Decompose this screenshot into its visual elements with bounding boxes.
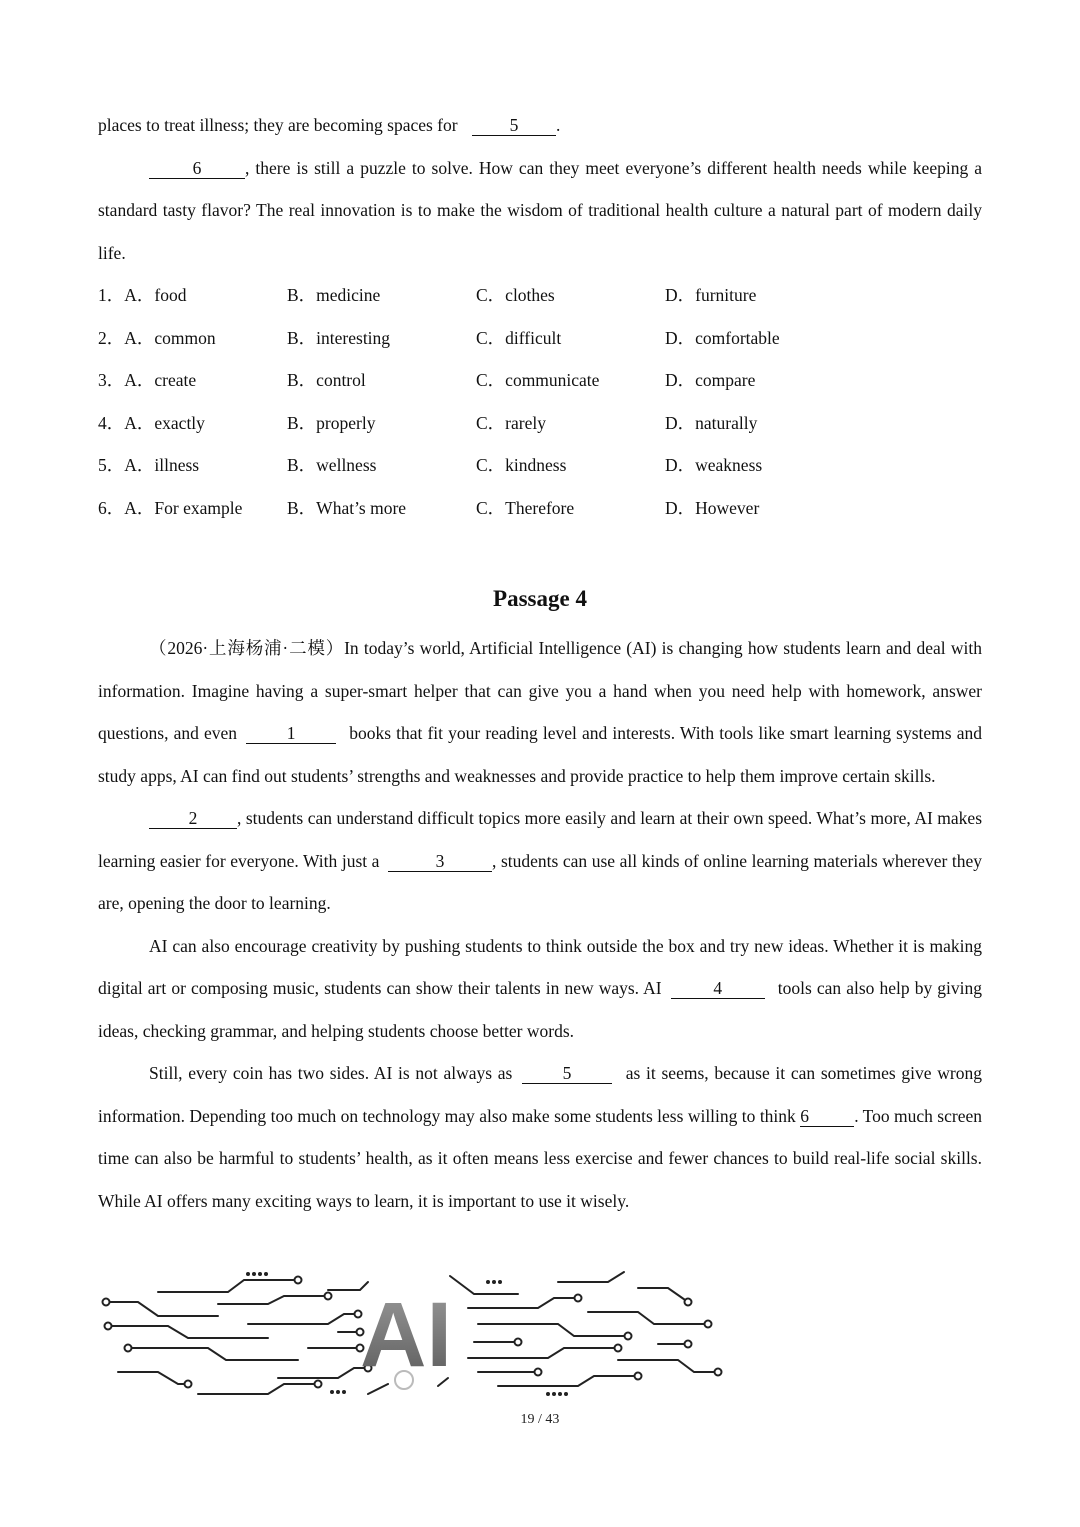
answer-blank-6: 6 <box>149 158 245 179</box>
paragraph-text: places to treat illness; they are becoming spaces for <box>98 115 462 135</box>
option-text: B．properly <box>287 412 376 433</box>
paragraph-text: as it seems, because it can sometimes give wrong information. Depending too much on technology may also make some students less willing to think <box>98 1063 982 1126</box>
passage-4-paragraph-1 <box>98 627 982 797</box>
question-number: 5． <box>98 455 125 475</box>
answer-blank-3: 3 <box>388 851 492 872</box>
option-a <box>98 359 287 402</box>
option-a <box>98 487 287 530</box>
option-text: D．However <box>665 497 760 518</box>
option-text: B．interesting <box>287 327 391 348</box>
option-row <box>98 402 982 445</box>
question-number: 4． <box>98 412 125 433</box>
option-row <box>98 274 982 317</box>
answer-blank-5: 5 <box>522 1063 612 1084</box>
answer-blank-1: 1 <box>246 723 336 744</box>
page-number: 19 / 43 <box>520 1412 560 1427</box>
answer-blank-5: 5 <box>472 115 556 136</box>
option-d <box>665 274 865 317</box>
option-text: A．create <box>124 370 197 390</box>
paragraph-text: AI can also encourage creativity by pushing students to think outside the box and try new ideas. Whether it is making digital art or composing music, students can show their talents in new ways. AI <box>98 935 982 998</box>
option-text: C．rarely <box>476 412 546 433</box>
option-text: A．exactly <box>124 412 205 433</box>
source-label: （2026·上海杨浦·二模） <box>149 638 345 658</box>
paragraph-text: . <box>555 115 561 135</box>
option-a <box>98 402 287 445</box>
paragraph-text: In today’s world, Artificial Intelligence (AI) is changing how students learn and deal with information. Imagine having a super-smart helper that can give you a hand when you need help with homework, answer questions, and even <box>98 638 983 743</box>
option-b <box>287 359 476 402</box>
option-d <box>665 317 865 360</box>
paragraph-text: Still, every coin has two sides. AI is not always as <box>149 1063 519 1083</box>
option-text: C．communicate <box>476 370 600 390</box>
option-text: D．naturally <box>665 412 758 433</box>
option-text: D．compare <box>665 370 756 390</box>
paragraph-text: , students can understand difficult topics more easily and learn at their own speed. What’s more, AI makes learning easier for everyone. With just a <box>98 808 982 871</box>
option-c <box>476 359 665 402</box>
paragraph-tail <box>98 104 982 147</box>
option-c <box>476 402 665 445</box>
passage-4-paragraph-3 <box>98 925 982 1053</box>
option-text: A．illness <box>124 455 200 475</box>
option-row <box>98 359 982 402</box>
answer-blank-4: 4 <box>671 978 765 999</box>
option-text: A．For example <box>124 497 243 518</box>
option-c <box>476 274 665 317</box>
paragraph-however <box>98 147 982 275</box>
option-d <box>665 402 865 445</box>
options-list <box>98 274 982 529</box>
passage-4-paragraph-4 <box>98 1052 982 1222</box>
option-c <box>476 444 665 487</box>
option-text: B．What’s more <box>287 497 407 518</box>
previous-passage <box>98 104 982 529</box>
passage-title: Passage 4 <box>493 586 587 611</box>
paragraph-text: books that fit your reading level and interests. With tools like smart learning systems and study apps, AI can find out students’ strengths and weaknesses and provide practice to help them improve certain skills. <box>98 723 982 786</box>
option-b <box>287 274 476 317</box>
paragraph-text: . Too much screen time can also be harmful to students’ health, as it often means less exercise and fewer chances to build real-life social skills. While AI offers many exciting ways to learn, it is important to use it wisely. <box>98 1105 982 1211</box>
option-d <box>665 359 865 402</box>
option-b <box>287 444 476 487</box>
paragraph-text: , students can use all kinds of online learning materials wherever they are, opening the door to learning. <box>98 850 982 913</box>
passage-4-paragraph-2 <box>98 797 982 925</box>
option-text: D．weakness <box>665 455 763 475</box>
question-number: 6． <box>98 497 125 518</box>
option-row <box>98 487 982 530</box>
option-text: C．kindness <box>476 455 567 475</box>
option-text: C．difficult <box>476 327 562 348</box>
option-text: D．furniture <box>665 285 757 305</box>
answer-blank-6: 6 <box>800 1106 854 1127</box>
option-text: C．clothes <box>476 285 555 305</box>
answer-blank-2: 2 <box>149 808 237 829</box>
option-text: B．wellness <box>287 455 377 475</box>
option-row <box>98 317 982 360</box>
option-a <box>98 444 287 487</box>
option-row <box>98 444 982 487</box>
paragraph-text: tools can also help by giving ideas, checking grammar, and helping students choose better words. <box>98 978 982 1041</box>
question-number: 1． <box>98 285 125 305</box>
option-text: B．control <box>287 370 366 390</box>
paragraph-text: , there is still a puzzle to solve. How can they meet everyone’s different health needs while keeping a standard tasty flavor? The real innovation is to make the wisdom of traditional health culture a natural part of modern daily life. <box>98 157 982 263</box>
option-text: B．medicine <box>287 285 381 305</box>
option-text: A．common <box>124 327 216 348</box>
option-b <box>287 317 476 360</box>
option-text: D．comfortable <box>665 327 780 348</box>
ai-circuit-illustration <box>98 1268 728 1402</box>
passage-4-body <box>98 627 982 1222</box>
option-a <box>98 274 287 317</box>
question-number: 2． <box>98 327 125 348</box>
ai-logo-text: AI <box>360 1284 452 1386</box>
option-c <box>476 487 665 530</box>
option-text: C．Therefore <box>476 497 575 518</box>
option-d <box>665 487 865 530</box>
option-b <box>287 402 476 445</box>
question-number: 3． <box>98 370 125 390</box>
option-a <box>98 317 287 360</box>
option-c <box>476 317 665 360</box>
option-b <box>287 487 476 530</box>
option-d <box>665 444 865 487</box>
option-text: A．food <box>124 285 187 305</box>
